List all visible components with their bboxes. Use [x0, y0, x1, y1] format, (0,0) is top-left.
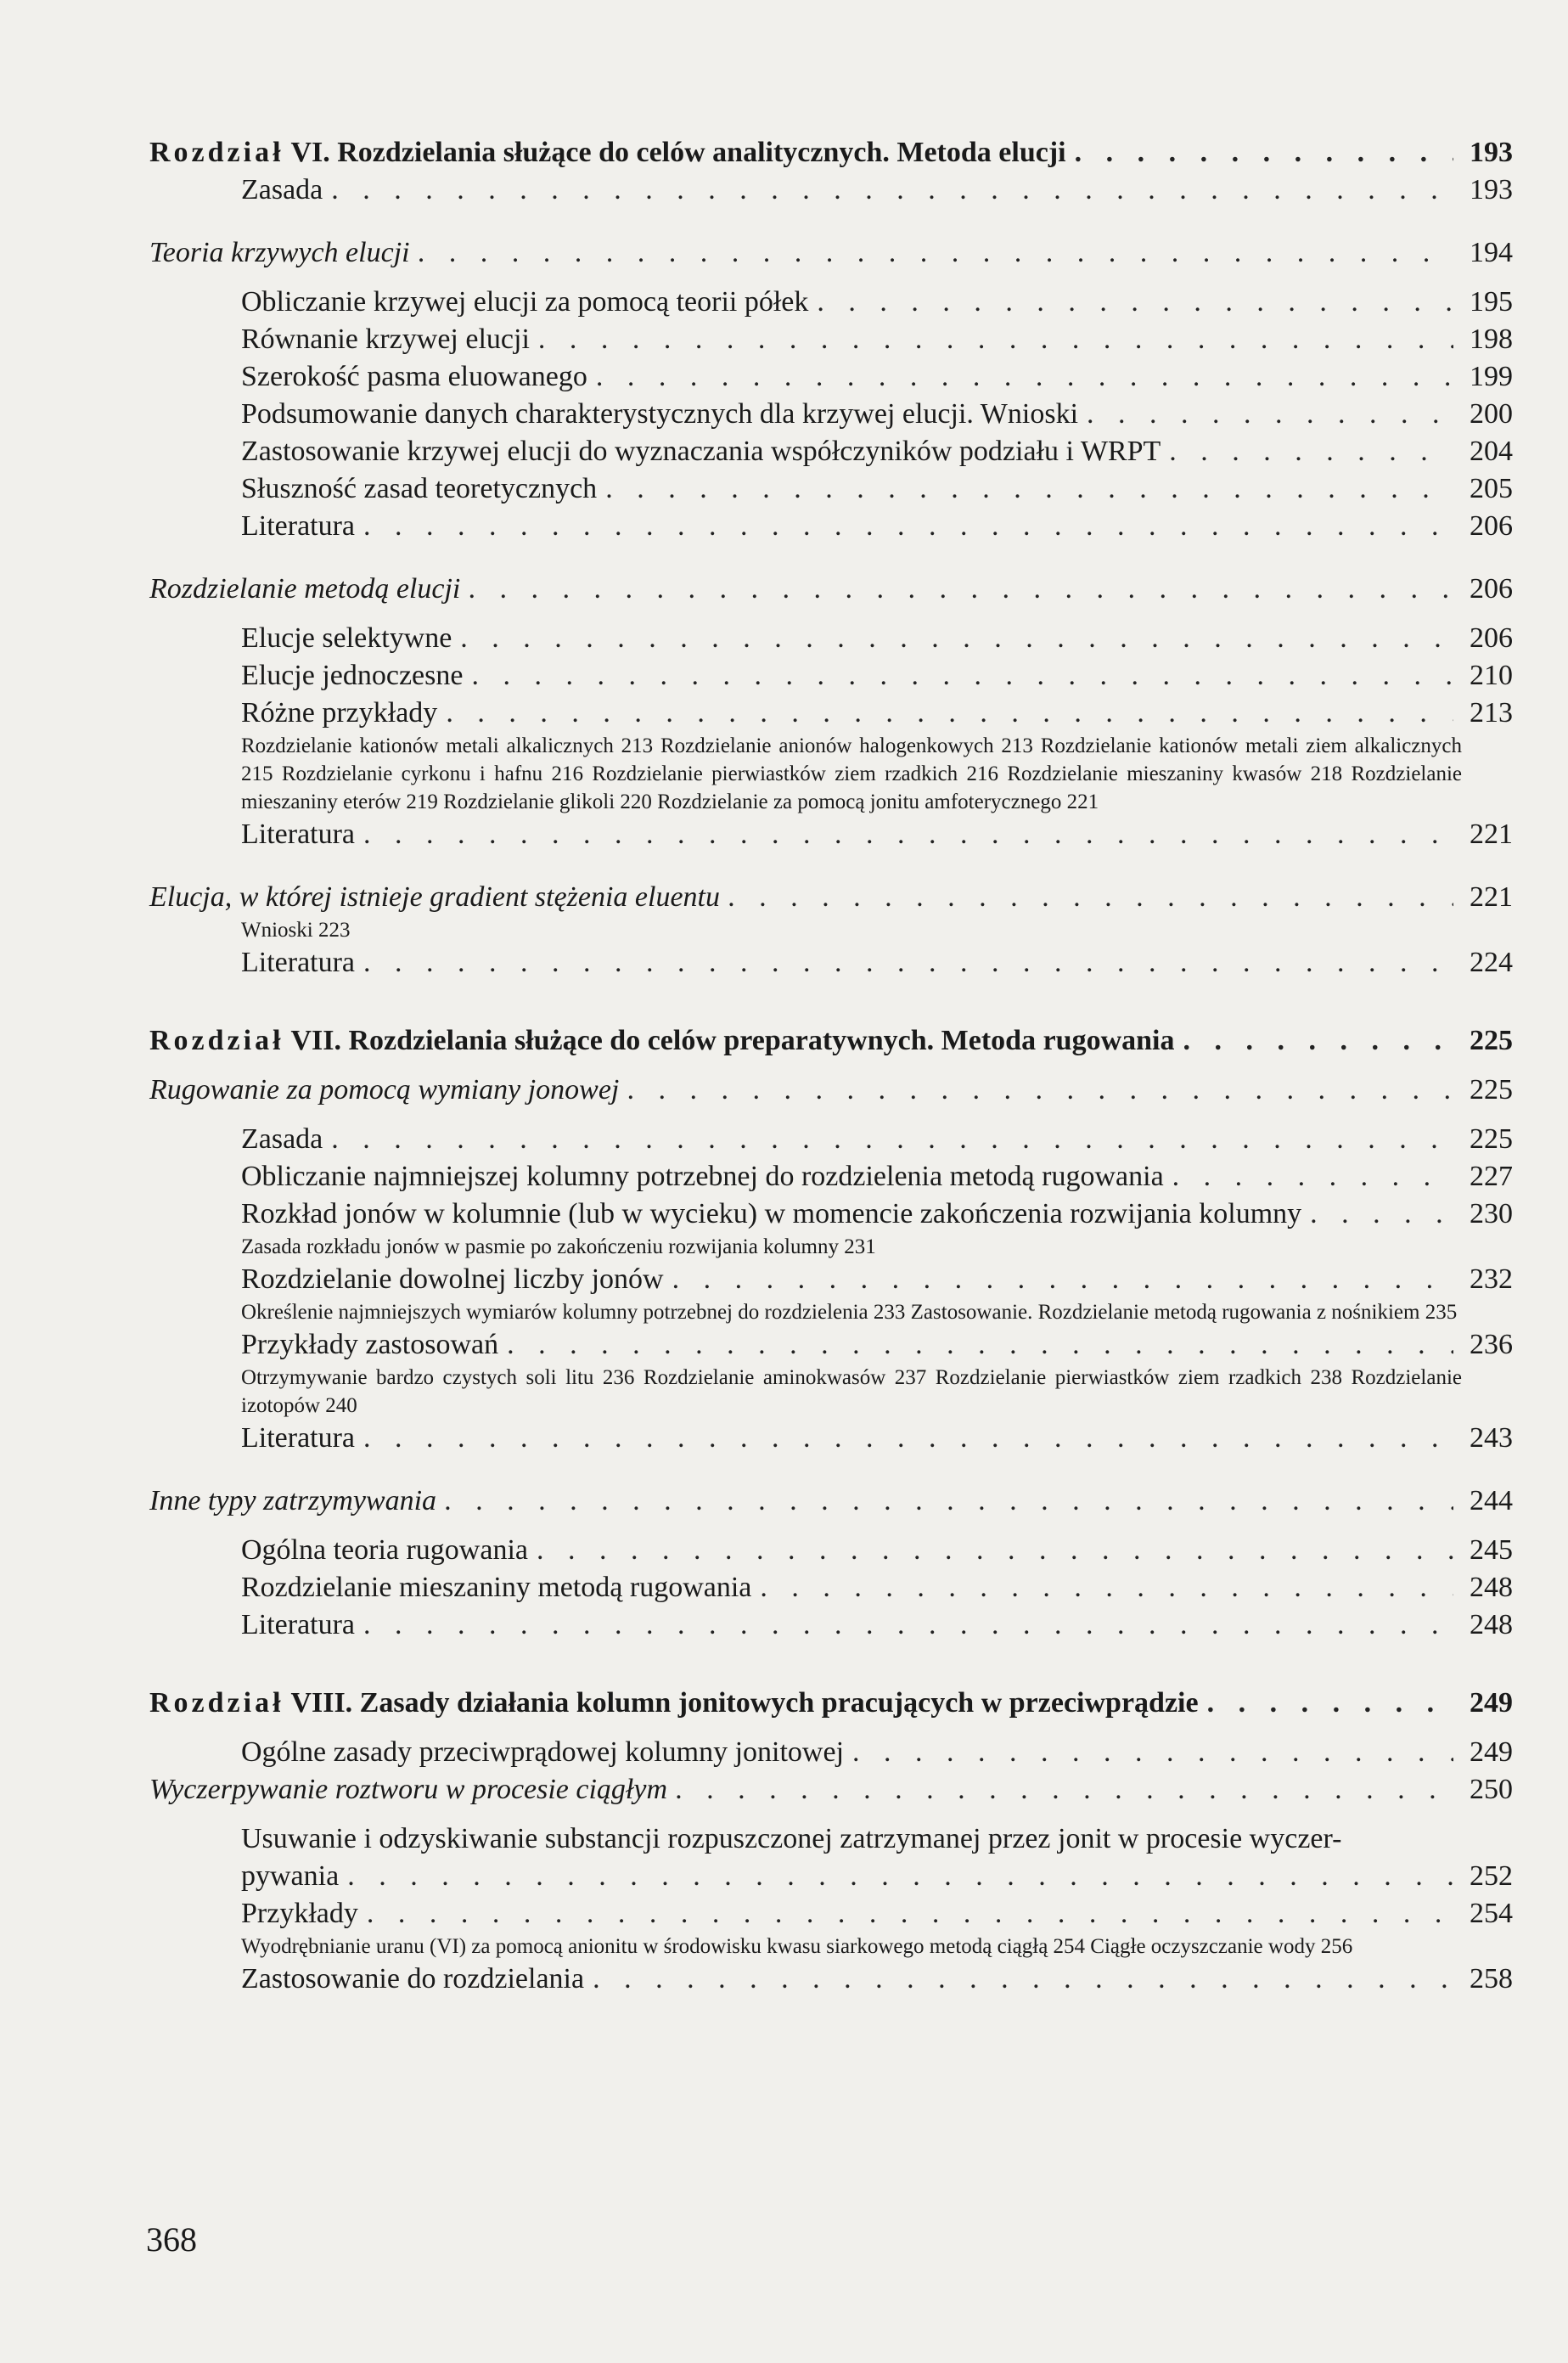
toc-entry[interactable]: Różne przykłady . . . 213: [149, 695, 1513, 732]
toc-subentries-note: Rozdzielanie kationów metali alkalicznych 213 Rozdzielanie anionów halogenkowych 213 Rozdzielanie kationów metali ziem alkalicznych 215 Rozdzielanie cyrkonu i hafnu 216 Rozdzielanie pierwiastków ziem rzadkich 216 Rozdzielanie mieszaniny kwasów 218 Rozdzielanie mieszaniny eterów 219 Rozdzielanie glikoli 220 Rozdzielanie za pomocą jonitu amfoterycznego 221: [241, 734, 1462, 813]
toc-entry[interactable]: Zasada . . . 225: [149, 1121, 1513, 1158]
toc-entry[interactable]: Elucje selektywne . . . 206: [149, 620, 1513, 657]
leader-dots: [1075, 134, 1453, 172]
toc-entry[interactable]: Rozdzielanie dowolnej liczby jonów . . . 232: [149, 1261, 1513, 1298]
toc-entry[interactable]: Obliczanie krzywej elucji za pomocą teorii półek . . . 195: [149, 284, 1513, 321]
toc-entry[interactable]: Literatura . . . 248: [149, 1606, 1513, 1644]
toc-section-rozdzielanie[interactable]: Rozdzielanie metodą elucji . . . 206: [149, 571, 1513, 608]
table-of-contents: [149, 134, 1513, 1998]
toc-entry[interactable]: Obliczanie najmniejszej kolumny potrzebnej do rozdzielenia metodą rugowania . . . 227: [149, 1158, 1513, 1196]
toc-entry[interactable]: Rozkład jonów w kolumnie (lub w wycieku) w momencie zakończenia rozwijania kolumny . . . 230: [149, 1196, 1513, 1233]
toc-entry[interactable]: Zasada . . . 193: [149, 172, 1513, 209]
toc-entry[interactable]: Ogólne zasady przeciwprądowej kolumny jonitowej . . . 249: [149, 1734, 1513, 1771]
chapter-title: Rozdział VII. Rozdzielania służące do celów preparatywnych. Metoda rugowania: [149, 1025, 1175, 1056]
toc-subentries-note: Wyodrębnianie uranu (VI) za pomocą anionitu w środowisku kwasu siarkowego metodą ciągłą 254 Ciągłe oczyszczanie wody 256: [241, 1935, 1353, 1958]
toc-subentries-note: Otrzymywanie bardzo czystych soli litu 236 Rozdzielanie aminokwasów 237 Rozdzielanie pierwiastków ziem rzadkich 238 Rozdzielanie izotopów 240: [241, 1366, 1462, 1417]
toc-chapter-7[interactable]: Rozdział VII. Rozdzielania służące do celów preparatywnych. Metoda rugowania . . . 225: [149, 1022, 1513, 1060]
toc-subentries-note: Wnioski 223: [241, 919, 351, 942]
toc-entry[interactable]: Zastosowanie do rozdzielania . . . 258: [149, 1961, 1513, 1998]
toc-entry[interactable]: Ogólna teoria rugowania . . . 245: [149, 1532, 1513, 1569]
toc-entry[interactable]: pywania . . . 252: [149, 1858, 1513, 1895]
toc-section-teoria[interactable]: Teoria krzywych elucji . . . 194: [149, 234, 1513, 272]
toc-entry[interactable]: Zastosowanie krzywej elucji do wyznaczania współczyników podziału i WRPT . . . 204: [149, 433, 1513, 470]
toc-section-gradient[interactable]: Elucja, w której istnieje gradient stężenia eluentu . . . 221: [149, 879, 1513, 916]
toc-entry[interactable]: Szerokość pasma eluowanego . . . 199: [149, 358, 1513, 396]
toc-entry[interactable]: Słuszność zasad teoretycznych . . . 205: [149, 470, 1513, 508]
toc-subentries-note: Zasada rozkładu jonów w pasmie po zakończeniu rozwijania kolumny 231: [241, 1235, 876, 1258]
toc-chapter-6[interactable]: [149, 134, 1513, 172]
toc-entry[interactable]: Literatura . . . 206: [149, 508, 1513, 545]
toc-entry[interactable]: Elucje jednoczesne . . . 210: [149, 657, 1513, 695]
toc-entry[interactable]: Rozdzielanie mieszaniny metodą rugowania . . . 248: [149, 1569, 1513, 1606]
toc-entry[interactable]: Literatura . . . 243: [149, 1420, 1513, 1457]
chapter-title: Rozdział VIII. Zasady działania kolumn jonitowych pracujących w przeciwprądzie: [149, 1687, 1199, 1719]
toc-entry[interactable]: Przykłady . . . 254: [149, 1895, 1513, 1933]
toc-subentries-note: Określenie najmniejszych wymiarów kolumny potrzebnej do rozdzielenia 233 Zastosowanie. Rozdzielanie metodą rugowania z nośnikiem 235: [241, 1301, 1458, 1324]
toc-entry[interactable]: Literatura . . . 224: [149, 944, 1513, 982]
toc-entry[interactable]: Podsumowanie danych charakterystycznych dla krzywej elucji. Wnioski . . . 200: [149, 396, 1513, 433]
toc-entry[interactable]: Równanie krzywej elucji . . . 198: [149, 321, 1513, 358]
toc-section-wyczerpywanie[interactable]: Wyczerpywanie roztworu w procesie ciągłym . . . 250: [149, 1771, 1513, 1809]
toc-section-rugowanie[interactable]: Rugowanie za pomocą wymiany jonowej . . . 225: [149, 1072, 1513, 1109]
toc-section-inne[interactable]: Inne typy zatrzymywania . . . 244: [149, 1483, 1513, 1520]
toc-entry[interactable]: Przykłady zastosowań . . . 236: [149, 1326, 1513, 1364]
page-ref: 193: [1470, 137, 1513, 168]
toc-chapter-8[interactable]: Rozdział VIII. Zasady działania kolumn jonitowych pracujących w przeciwprądzie . . . 249: [149, 1685, 1513, 1722]
page-number: 368: [146, 2220, 197, 2259]
toc-entry[interactable]: Literatura . . . 221: [149, 816, 1513, 853]
toc-entry-line1[interactable]: Usuwanie i odzyskiwanie substancji rozpuszczonej zatrzymanej przez jonit w procesie wyczer-: [241, 1823, 1342, 1854]
chapter-title: Rozdział VI. Rozdzielania służące do celów analitycznych. Metoda elucji: [149, 137, 1066, 168]
